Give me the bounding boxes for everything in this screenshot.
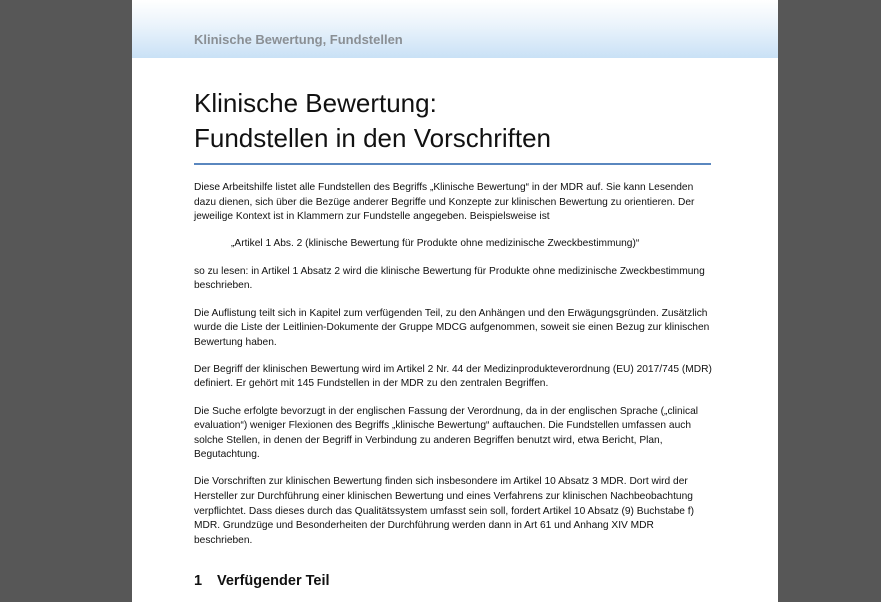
title-line-1: Klinische Bewertung: <box>194 88 437 118</box>
paragraph-structure: Die Auflistung teilt sich in Kapitel zum verfügenden Teil, zu den Anhängen und den Erwägungsgründen. Zusätzlich wurde die Liste der Leitlinien-Dokumente der Gruppe MDCG aufgenommen, soweit sie einen Bezug zur klinischen Bewertung haben. <box>194 307 710 348</box>
page-title <box>194 86 714 156</box>
document-body <box>194 181 714 561</box>
paragraph-search-method: Die Suche erfolgte bevorzugt in der englischen Fassung der Verordnung, da in der englischen Sprache („clinical evaluation“) weniger Flexionen des Begriffs „klinische Bewertung“ auftauchen. Die Fundstellen umfassen auch solche Stellen, in denen der Begriff in Verbindung zu anderen Begriffen benutzt wird, etwa Bericht, Plan, Begutachtung. <box>194 405 699 461</box>
paragraph-example-quote: „Artikel 1 Abs. 2 (klinische Bewertung für Produkte ohne medizinische Zweckbestimmung)“ <box>231 238 640 250</box>
paragraph-reading-explanation: so zu lesen: in Artikel 1 Absatz 2 wird die klinische Bewertung für Produkte ohne medizinische Zweckbestimmung beschrieben. <box>194 265 705 292</box>
title-underline <box>194 163 711 165</box>
section-heading <box>194 573 330 589</box>
paragraph-intro: Diese Arbeitshilfe listet alle Fundstellen des Begriffs „Klinische Bewertung“ in der MDR auf. Sie kann Lesenden dazu dienen, sich über die Bezüge anderer Begriffe und Konzepte zur klinischen Bewertung zu orientieren. Der jeweilige Kontext ist in Klammern zur Fundstelle angegeben. Beispielsweise ist <box>194 182 695 223</box>
section-number: 1 <box>194 573 203 589</box>
page-header-band <box>132 0 778 58</box>
title-line-2: Fundstellen in den Vorschriften <box>194 123 551 153</box>
running-head: Klinische Bewertung, Fundstellen <box>194 32 403 47</box>
section-title: Verfügender Teil <box>217 573 330 589</box>
paragraph-regulations: Die Vorschriften zur klinischen Bewertung finden sich insbesondere im Artikel 10 Absatz 3 MDR. Dort wird der Hersteller zur Durchführung einer klinischen Bewertung und eines Verfahrens zur klinischen Nachbeobachtung verpflichtet. Dass dieses durch das Qualitätssystem umfasst sein soll, fordert Artikel 10 Absatz (9) Buchstabe f) MDR. Grundzüge und Besonderheiten der Durchführung werden dann in Art 61 und Anhang XIV MDR beschrieben. <box>194 476 694 546</box>
paragraph-definition: Der Begriff der klinischen Bewertung wird im Artikel 2 Nr. 44 der Medizinprodukteverordnung (EU) 2017/745 (MDR) definiert. Er gehört mit 145 Fundstellen in der MDR zu den zentralen Begriffen. <box>194 363 712 390</box>
document-page <box>132 0 778 602</box>
